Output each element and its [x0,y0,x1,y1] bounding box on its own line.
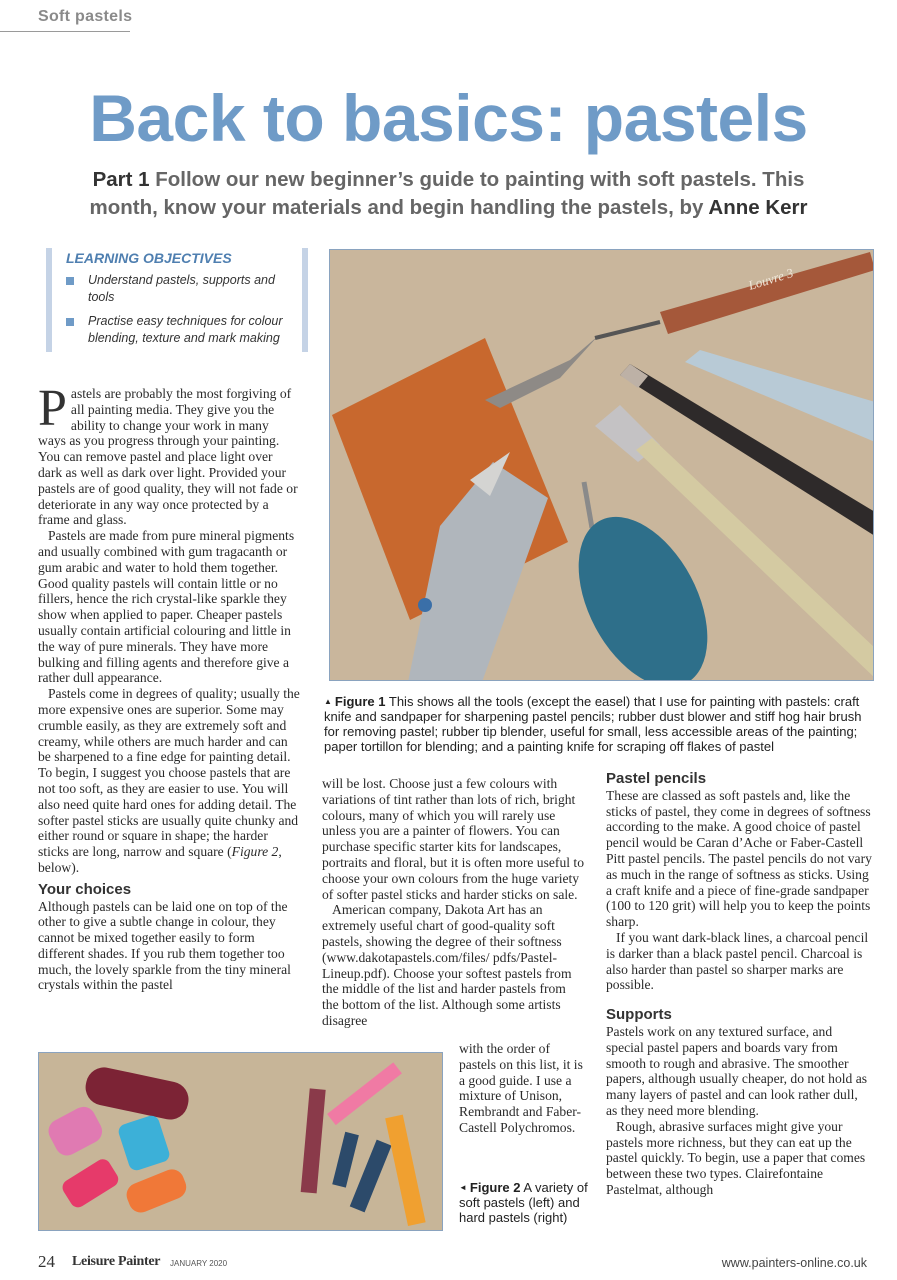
objective-item [66,272,302,306]
subhead-supports: Supports [606,1006,672,1024]
section-rule [0,31,130,32]
subhead-your-choices: Your choices [38,880,132,898]
figure-2-caption [459,1180,594,1225]
magazine-name: Leisure Painter [72,1254,161,1269]
caption-pointer-icon: ◄ [459,1183,467,1192]
body-column-1 [38,380,300,993]
body-paragraph [38,686,300,876]
issue-date: JANUARY 2020 [170,1259,228,1268]
objective-item [66,313,302,347]
body-paragraph: Although pastels can be laid one on top of the other to give a subtle change in colour, they cannot be mixed together easily to form different shades. If you rub them together too much, the lovely sparkle from the tiny mineral crystals within the pastel [38,898,291,993]
caption-label: Figure 1 [334,694,386,709]
intro-paragraph [38,380,300,528]
subhead-pastel-pencils: Pastel pencils [606,770,707,787]
standfirst-author: Anne Kerr [708,196,808,219]
body-paragraph: will be lost. Choose just a few colours with variations of tint rather than lots of rich, bright colours, many of which you will rarely use unless you are a painter of flowers. You can purchase specific starter kits for landscapes, portraits and floral, but it is often more useful to choose your own colours from the huge variety of softer pastel sticks and harder sticks on sale. [322,776,584,902]
section-tag: Soft pastels [38,8,133,25]
intro-text: astels are probably the most forgiving of all painting media. They give you the ability to change your work in many ways as you progress through your painting. You can remove pastel and place light over dark as well as dark over light. Provided your pastels are of good quality, they will not fade or deteriorate in any way once protected by a frame and glass. [38,386,298,528]
article-title: Back to basics: pastels [89,81,808,155]
objective-text: Understand pastels, supports and tools [88,273,275,304]
body-column-2 [322,776,584,1029]
objectives-heading: LEARNING OBJECTIVES [66,250,232,266]
body-text: Pastels come in degrees of quality; usually the more expensive ones are superior. Some may crumble easily, as they are extremely soft and creamy, while others are much harder and can be sharpened to a fine edge for painting detail. To begin, I suggest you choose pastels that are not too soft, as they are easier to use. You will also need quite hard ones for adding detail. The softer pastel sticks are usually quite chunky and either round or square in shape; the harder sticks are long, narrow and square ( [38,686,300,860]
objective-text: Practise easy techniques for colour blending, texture and mark making [88,314,283,345]
body-paragraph: If you want dark-black lines, a charcoal pencil is darker than a black pastel pencil. Charcoal is also harder than pastel so sharper marks are possible. [606,929,869,993]
body-paragraph: American company, Dakota Art has an extremely useful chart of good-quality soft pastels, showing the degree of their softness (www.dakotapastels.com/files/ pdfs/Pastel-Lineup.pdf). Choose your softest pastels from the middle of the list and harder pastels from the bottom of the list. Although some artists disagree [322,902,572,1028]
body-paragraph: Rough, abrasive surfaces might give your pastels more richness, but they can eat up the pastel quickly. To begin, use a paper that comes between these two types. Clairefontaine Pastelmat, although [606,1118,866,1197]
page-number: 24 [38,1252,55,1271]
caption-text: A variety of soft pastels (left) and hard pastels (right) [459,1180,588,1225]
square-bullet-icon [66,277,74,285]
square-bullet-icon [66,318,74,326]
caption-text: This shows all the tools (except the easel) that I use for painting with pastels: craft knife and sandpaper for sharpening pastel pencils; rubber dust blower and stiff hog hair brush for removing pastel; rubber tip blender, useful for small, less accessible areas of the painting; paper tortillon for blending; and a painting knife for scraping off flakes of pastel [324,694,862,754]
figure-1-photo [329,249,874,681]
pastel-tools-illustration [330,250,874,681]
caption-label: Figure 2 [469,1180,521,1195]
website-url: www.painters-online.co.uk [721,1256,867,1270]
drop-cap: P [38,380,67,437]
body-paragraph: These are classed as soft pastels and, like the sticks of pastel, they come in degrees of softness according to the make. A good choice of pastel pencil would be Caran d’Ache or Faber-Castell Pitt pastel pencils. The pastel pencils do not vary as much in the range of softness as sticks. Using a craft knife and a piece of fine-grade sandpaper (100 to 120 grit) will help you to keep the points sharp. [606,787,872,930]
caption-pointer-icon: ▲ [324,697,332,706]
soft-and-hard-pastels-illustration [39,1053,443,1231]
learning-objectives-box [46,248,308,352]
body-column-3 [606,771,872,1198]
knife-brand-text: Louvre 3 [746,265,795,293]
body-text: , below). [38,844,282,875]
standfirst [60,166,837,222]
figure-2-photo [38,1052,443,1231]
body-column-2-continued [459,1041,584,1136]
standfirst-text: Follow our new beginner’s guide to painting with soft pastels. This month, know your materials and begin handling the pastels, by [89,168,805,219]
body-paragraph: Pastels work on any textured surface, and special pastel papers and boards vary from smooth to rough and abrasive. The smoother papers, although usually cheaper, do not hold as many layers of pastel and can look rather dull, as they need more blending. [606,1023,868,1118]
body-paragraph: with the order of pastels on this list, it is a good guide. I use a mixture of Unison, Rembrandt and Faber-Castell Polychromos. [459,1041,583,1135]
figure-1-caption [324,694,869,754]
standfirst-part: Part 1 [92,168,150,191]
figure-reference: Figure 2 [231,844,279,860]
body-paragraph: Pastels are made from pure mineral pigments and usually combined with gum tragacanth or gum arabic and water to hold them together. Good quality pastels will contain little or no fillers, hence the rich crystal-like sparkle they show when applied to paper. Cheaper pastels usually contain artificial colouring and little in the way of pure minerals. They have more bulking and filling agents and therefore give a rather dull appearance. [38,528,295,686]
